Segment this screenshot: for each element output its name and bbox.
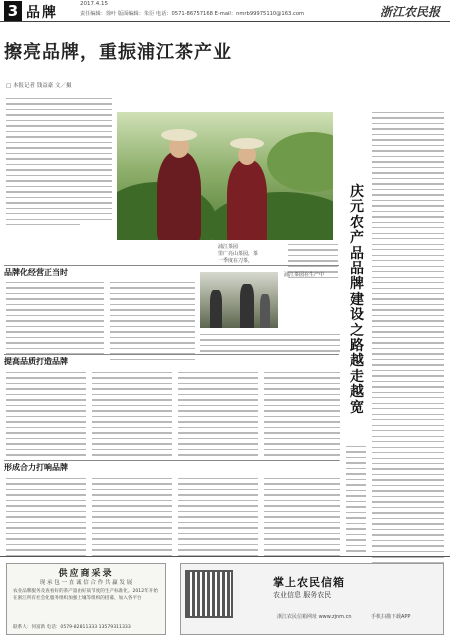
newspaper-logo: 浙江农民报 xyxy=(379,5,440,19)
supplier-ad-body: 农业品牌服务及查看好的茶产量由好质节度的生产标准化。2012年开始在浙江所有社会化服务组织加强土壤等组织的招募，加入各平台 xyxy=(13,589,158,601)
body-text-block-2d xyxy=(264,372,340,465)
section-name: 品牌 xyxy=(26,5,58,21)
article-headline: 擦亮品牌，重振浦江茶产业 xyxy=(4,42,232,63)
editor-info: 责任编辑：徐叶 版面编辑：朱臣 电话：0571-86757168 E-mail：nmrb99975110@163.com xyxy=(80,11,305,17)
article-byline: □ 本报记者 钱益豪 文／摄 xyxy=(6,83,72,89)
qr-code-icon[interactable] xyxy=(185,570,233,618)
subhead-branding: 品牌化经营正当时 xyxy=(4,268,68,277)
supplier-ad-slogan: 现 承 包 一 直 诚 信 合 作 共 赢 发 展 xyxy=(39,580,133,586)
sidebar-text-top xyxy=(372,112,444,611)
section-divider xyxy=(4,265,339,266)
body-text-block-2b xyxy=(92,372,172,465)
supplier-ad-contact: 联系人：何富新 电话：0579-82811333 13579311333 xyxy=(13,625,131,630)
photo-caption: 浦江茶园 里广亮山茶园，茶 一季度在刀茶， xyxy=(218,244,259,264)
mailbox-ad-title: 掌上农民信箱 xyxy=(273,576,345,589)
section-divider xyxy=(4,460,339,461)
body-text-block-3c xyxy=(178,478,258,560)
body-text-block-2c xyxy=(178,372,258,465)
supplier-ad[interactable] xyxy=(6,563,166,635)
footer-ads xyxy=(0,556,450,640)
photo2-caption: 浦江茶园在生产中 xyxy=(284,272,325,278)
mailbox-ad-url[interactable]: 浙江农民信箱网址 www.zjnm.cn xyxy=(277,614,352,620)
subhead-quality: 提高品质打造品牌 xyxy=(4,357,68,366)
body-text-column-1 xyxy=(6,98,112,230)
supplier-ad-title: 供应商采录 xyxy=(58,569,114,579)
body-text-block-3d xyxy=(264,478,340,560)
sidebar-vertical-title: 庆元农产品品牌建设之路越走越宽 xyxy=(350,184,364,416)
sidebar-text-bottom-left xyxy=(346,446,366,556)
body-text-block-3a xyxy=(6,478,86,560)
body-text-block-3b xyxy=(92,478,172,560)
subhead-synergy: 形成合力打响品牌 xyxy=(4,463,68,472)
body-text-block-1c xyxy=(200,334,340,356)
section-divider xyxy=(4,354,339,355)
body-text-block-2a xyxy=(6,372,86,465)
body-text-block-1b xyxy=(110,282,195,364)
issue-date: 2017.4.15 xyxy=(80,1,108,7)
tea-pickers-photo xyxy=(117,112,333,240)
page-header xyxy=(0,0,450,22)
farmer-mailbox-ad[interactable] xyxy=(180,563,444,635)
mailbox-ad-app: 手机扫描下载APP xyxy=(371,614,411,620)
page-number: 3 xyxy=(4,1,22,21)
tea-workers-photo xyxy=(200,272,278,328)
mailbox-ad-subtitle: 农业信息 服务农民 xyxy=(273,591,332,599)
body-text-block-1a xyxy=(6,282,104,364)
